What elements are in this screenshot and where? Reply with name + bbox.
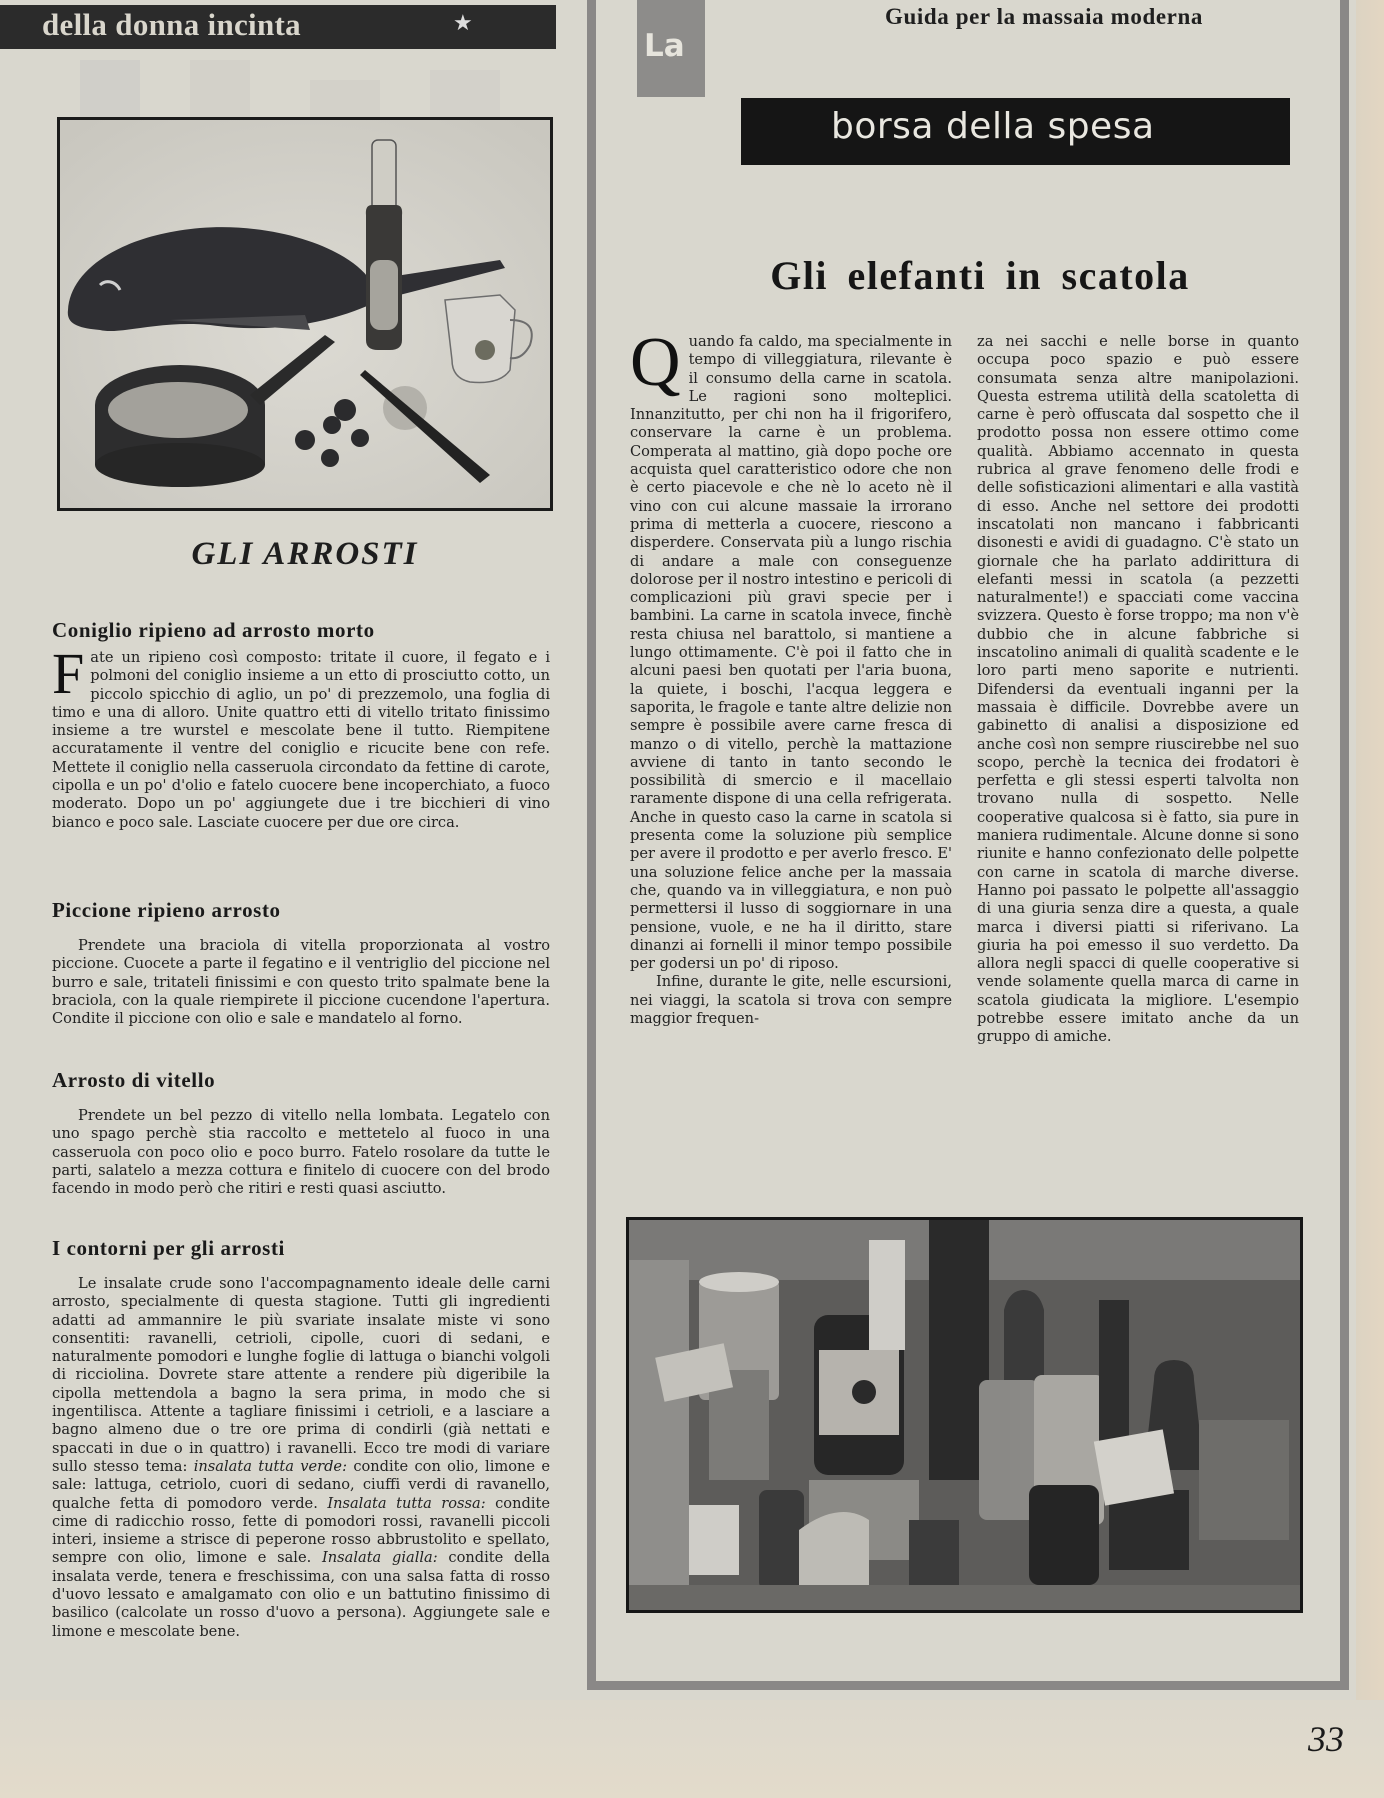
roast-photo-illustration	[60, 120, 550, 508]
recipe-arrosto-vitello	[52, 1068, 550, 1198]
star-icon: ★	[453, 11, 473, 36]
article-column-2	[977, 333, 1299, 1047]
recipe-heading: Piccione ripieno arrosto	[52, 898, 281, 922]
article-column-1	[630, 324, 952, 1028]
recipe-heading: Arrosto di vitello	[52, 1068, 216, 1092]
recipe-body	[52, 1275, 550, 1641]
article-text: uando fa caldo, ma specialmente in tempo di villeggiatura, rilevante è il consumo della carne in scatola. Le ragioni sono molteplici. Innanzitutto, per chi non ha il frigorifero, conservare la carne è un problema. Comperata al mattino, già dopo poche ore acquista quel caratteristico odore che non è certo piacevole e che nè lo aceto nè il vino con cui alcune massaie la irrorano prima di metterla a cuocere, riescono a disperdere. Conservata più a lungo rischia di andare a male con conseguenze dolorose per il nostro intestino e pericoli di complicazioni più gravi specie per i bambini. La carne in scatola invece, finchè resta chiusa nel barattolo, si mantiene a lungo ottimamente. C'è poi il fatto che in alcuni paesi ben quotati per l'aria buona, la quiete, i boschi, l'acqua leggera e saporita, le fragole e tante altre delizie non sempre è possibile avere carne fresca di manzo o di vitello, perchè la mattazione avviene di tanto in tanto secondo le possibilità di smercio e il macellaio raramente dispone di una cella refrigerata. Anche in questo caso la carne in scatola si presenta come la soluzione più semplice per avere il prodotto e per averlo fresco. E' una soluzione felice anche per la massaia che, quando va in villeggiatura, e non può permettersi il lusso di soggiornare in una pensione, vuole, e ne ha il diritto, stare dinanzi ai fornelli il minor tempo possibile per godersi un po' di riposo.	[630, 333, 952, 973]
canned-food-illustration	[629, 1220, 1300, 1610]
canned-food-photo	[626, 1217, 1303, 1613]
recipe-coniglio	[52, 618, 550, 832]
article-title: Gli elefanti in scatola	[770, 253, 1190, 298]
article-frame-bottom	[587, 1681, 1349, 1690]
article-text: Infine, durante le gite, nelle escursioni, nei viaggi, la scatola si trova con sempre maggior frequen-	[630, 973, 952, 1027]
salad-variant-label: insalata tutta verde:	[193, 1457, 347, 1475]
column-header-bar	[0, 5, 556, 49]
salad-variant-label: Insalata tutta rossa:	[327, 1494, 486, 1512]
page-edge	[1356, 0, 1384, 1798]
recipe-heading: Coniglio ripieno ad arrosto morto	[52, 618, 375, 642]
section-title: borsa della spesa	[831, 106, 1155, 147]
page-number: 33	[1308, 1719, 1344, 1759]
recipe-text: condite con olio, limone e sale: lattuga, cetriolo, cuori di sedano, ciuffi verdi di ravanello, qualche fetta di pomodoro verde.	[52, 1457, 551, 1512]
drop-cap: F	[52, 641, 85, 706]
article-text: za nei sacchi e nelle borse in quanto occupa poco spazio e può essere consumata senza altre manipolazioni. Questa estrema utilità della scatoletta di carne è però offuscata dal sospetto che il prodotto possa non essere ottimo come qualità. Abbiamo accennato in questa rubrica al grave fenomeno delle frodi e delle sofisticazioni alimentari e alla vastità di esso. Anche nel settore dei prodotti inscatolati non mancano i fabbricanti disonesti e avidi di guadagno. C'è stato un giornale che ha parlato addirittura di elefanti messi in scatola (a pezzetti naturalmente!) e spacciati come vaccina svizzera. Questo è forse troppo; ma non v'è dubbio che in alcune fabbriche si inscatolino animali di qualità scadente e le loro parti meno saporite e nutrienti. Difendersi da eventuali inganni per la massaia è difficile. Dovrebbe avere un gabinetto di analisi a disposizione ed anche così non sempre riuscirebbe nel suo scopo, perchè la tecnica dei frodatori è perfetta e gli stessi esperti talvolta non trovano nulla di sospetto. Nelle cooperative qualcosa si è fatto, sia pure in maniera rudimentale. Alcune donne si sono riunite e hanno confezionato delle polpette con carne in scatola di marche diverse. Hanno poi passato le polpette all'assaggio di una giuria senza dire a questa, a quale marca i diversi piatti si riferivano. La giuria ha poi emesso il suo verdetto. Da allora negli spacci di quelle cooperative si vende solamente quella marca di carne in scatola giudicata la migliore. L'esempio potrebbe essere imitato anche da un gruppo di amiche.	[977, 333, 1299, 1046]
page-bottom-margin	[0, 1700, 1384, 1798]
kicker-text: La	[644, 28, 685, 64]
salad-variant-label: Insalata gialla:	[321, 1549, 438, 1567]
recipe-contorni	[52, 1236, 550, 1641]
recipe-piccione	[52, 898, 550, 1028]
recipe-text: Prendete un bel pezzo di vitello nella lombata. Legatelo con uno spago perchè stia raccolto e mettetelo al fuoco in una casseruola con poco olio e poco burro. Fatelo rosolare da tutte le parti, salatelo a mezza cottura e finitelo di cuocere con del brodo facendo in modo però che ritiri e resti quasi asciutto.	[52, 1107, 550, 1198]
kicker-box	[637, 0, 705, 97]
article-frame-left	[587, 0, 596, 1690]
recipe-text: condite della insalata verde, tenera e freschissima, con una salsa fatta di rosso d'uovo lessato e amalgamato con olio e un battutino finissimo di basilico (calcolate un rosso d'uovo a persona). Aggiungete sale e limone e mescolate bene.	[52, 1549, 551, 1640]
section-title-bar	[741, 98, 1290, 165]
recipe-text: Le insalate crude sono l'accompagnamento ideale delle carni arrosto, specialmente di questa stagione. Tutti gli ingredienti adatti ad ammannire le più svariate insalate miste vi sono consentiti: ravanelli, cetrioli, cipolle, cuori di sedani, e naturalmente pomodori e lunghe foglie di lattuga o bianchi volgoli di ricciolina. Dovrete stare attente a rendere più digeribile la cipolla mettendola a bagno la sera prima, in modo che si ingentilisca. Attente a tagliare finissimi i cetrioli, e a lasciare a bagno almeno due o tre ore prima di condirli (già nettati e spaccati in due o in quattro) i ravanelli. Ecco tre modi di variare sullo stesso tema:	[52, 1275, 550, 1475]
drop-cap: Q	[630, 324, 681, 401]
column-header-title: della donna incinta	[42, 7, 301, 42]
recipe-text: ate un ripieno così composto: tritate il cuore, il fegato e i polmoni del coniglio insieme a un etto di prosciutto cotto, un piccolo spicchio di aglio, un po' di prezzemolo, una foglia di timo e una di alloro. Unite quattro etti di vitello tritato finissimo insieme a tre wurstel e mescolate bene il tutto. Riempitene accuratamente il ventre del coniglio e ricucite bene con refe. Mettete il coniglio nella casseruola circondato da fettine di carote, cipolla e un po' d'olio e fatelo cuocere bene incoperchiato, a fuoco moderato. Dopo un po' aggiungete due i tre bicchieri di vino bianco e poco sale. Lasciate cuocere per due ore circa.	[52, 649, 550, 831]
recipe-body	[52, 641, 550, 832]
article-title-gli-arrosti: GLI ARROSTI	[191, 536, 419, 572]
recipe-heading: I contorni per gli arrosti	[52, 1236, 285, 1260]
recipe-text: Prendete una braciola di vitella proporzionata al vostro piccione. Cuocete a parte il fegatino e il ventriglio del piccione nel burro e sale, tritateli finissimi e con questo trito spalmate bene la braciola, con la quale riempirete il piccione cucendone l'apertura. Condite il piccione con olio e sale e mandatelo al forno.	[52, 937, 550, 1028]
article-frame-right	[1340, 0, 1349, 1690]
article-paragraph	[630, 324, 952, 973]
roast-ingredients-photo	[57, 117, 553, 511]
column-supertitle: Guida per la massaia moderna	[885, 4, 1203, 29]
recipe-text: condite cime di radicchio rosso, fette di pomodori rossi, ravanelli piccoli interi, insieme a strisce di peperone rosso abbrustolito e spellato, sempre con olio, limone e sale.	[52, 1494, 550, 1567]
